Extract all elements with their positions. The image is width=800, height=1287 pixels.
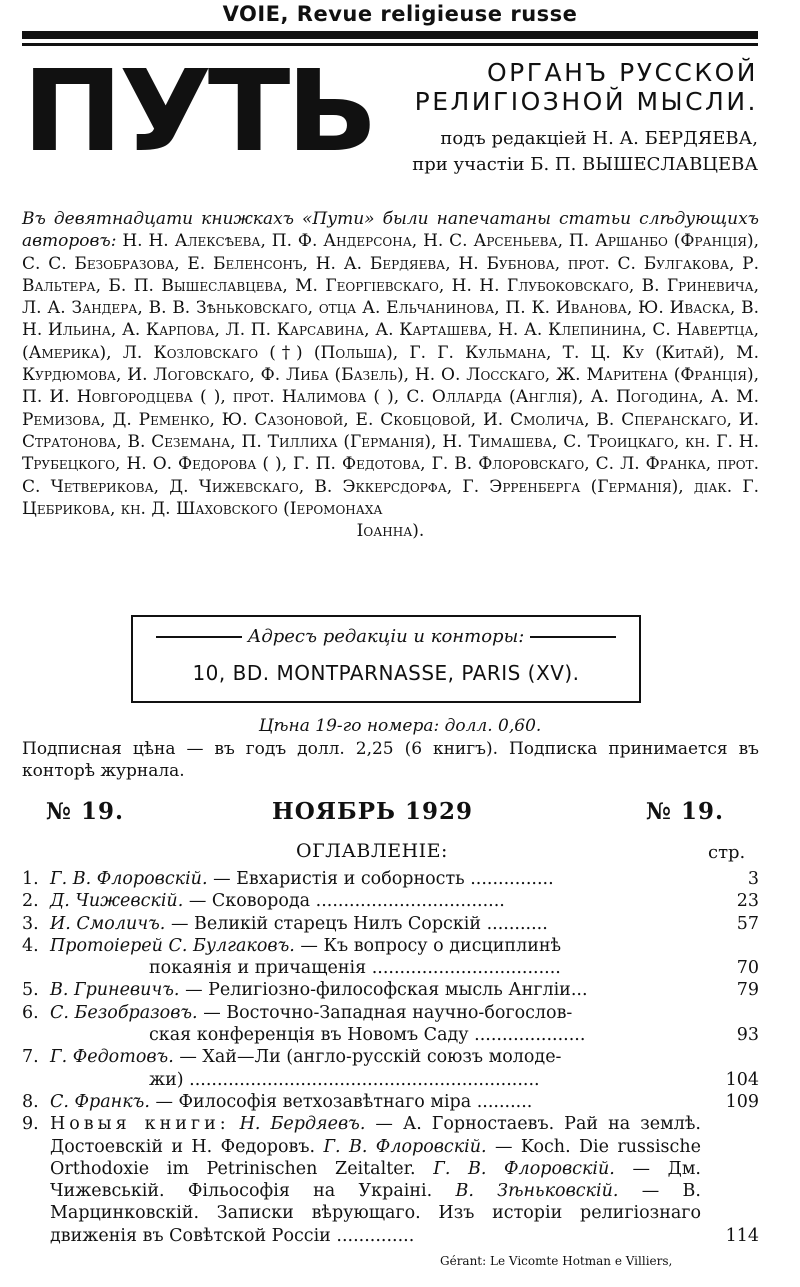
toc-page: 70 [736,958,759,979]
table-of-contents [22,868,759,1247]
toc-page-empty [701,935,759,957]
issue-number-left: № 19. [46,798,125,825]
toc-continuation: жи) ............................................................... [149,1069,540,1090]
toc-number: 2. [22,891,39,912]
top-rule-thin [22,43,758,46]
address-label: Адресъ редакціи и конторы: [247,626,525,647]
toc-title-text: — Философія ветхозавѣтнаго міра .......... [155,1091,533,1112]
toc-title-text: — Koch. Die russische Orthodoxie im Petrinischen Zeitalter. [50,1136,701,1179]
address-dash-left [156,636,242,638]
toc-page: 114 [725,1225,759,1246]
toc-page: 79 [736,980,759,1001]
toc-title-text: — Дм. Чижевській. Фільософія на Украіні. [50,1158,701,1202]
toc-page: 104 [725,1069,759,1090]
toc-title-text: — А. Горностаевъ. Рай на землѣ. Достоевскій и Н. Федоровъ. [50,1114,701,1157]
toc-item-continuation [22,957,759,979]
toc-continuation: ская конференція въ Новомъ Саду .................... [149,1025,586,1046]
toc-entry [50,868,701,890]
toc-item [22,1091,759,1113]
toc-page-empty [701,1002,759,1024]
toc-item-continuation [22,1069,759,1091]
toc-page: 93 [736,1025,759,1046]
toc-item [22,1002,759,1024]
toc-title-text: — Великій старецъ Нилъ Сорскій ........... [170,913,548,934]
toc-number: 9. [22,1114,39,1135]
toc-continuation: покаянія и причащенія .................................. [149,958,561,979]
toc-page: 3 [747,869,759,889]
toc-author: Протоіерей С. Булгаковъ. [50,935,295,956]
toc-title-text: — Восточно-Западная научно-богослов- [203,1002,573,1023]
subscription-price: Подписная цѣна — въ годъ долл. 2,25 (6 книгъ). Подписка принимается въ конторѣ журнала. [22,739,759,781]
toc-entry [50,979,701,1001]
toc-author: В. Гриневичъ. [50,980,180,1001]
toc-page: 109 [725,1091,759,1112]
toc-author: Г. Федотовъ. [50,1047,174,1068]
toc-title-text: — Къ вопросу о дисциплинѣ [300,935,562,956]
toc-number: 3. [22,913,39,934]
toc-title-text: — Хай—Ли (англо-русскій союзъ молоде- [179,1047,562,1068]
authors-list: Н. Н. Алексѣева, П. Ф. Андерсона, Н. С. Арсеньева, П. Аршанбо (Франція), С. С. Безобразова, Е. Беленсонъ, Н. А. Бердяева, Н. Бубнова, прот. С. Булгакова, Р. Вальтера, Б. П. Вышеславцева, М. Георгіевскаго, Н. Н. Глубоковскаго, В. Гриневича, Л. А. Зандера, В. В. Зѣньковскаго, отца А. Ельчанинова, П. К. Иванова, Ю. Иваска, В. Н. Ильина, А. Карпова, Л. П. Карсавина, А. Карташева, Н. А. Клепинина, С. Навертца, (Америка), Л. Козловскаго (†) (Польша), Г. Г. Кульмана, Т. Ц. Ку (Китай), М. Курдюмова, И. Логовскаго, Ф. Либа (Базель), Н. О. Лосскаго, Ж. Маритена (Франція), П. И. Новгородцева ( ), прот. Налимова ( ), С. Олларда (Англія), А. Погодина, А. М. Ремизова, Д. Ременко, Ю. Сазоновой, Е. Скобцовой, И. Смолича, В. Сперанскаго, И. Стратонова, В. Сеземана, П. Тиллиха (Германія), Н. Тимашева, С. Троицкаго, кн. Г. Н. Трубецкого, Н. О. Федорова ( ), Г. П. Федотова, Г. В. Флоровскаго, С. Л. Франка, прот. С. Четверикова, Д. Чижевскаго, В. Эккерсдорфа, Г. Эрренберга (Германія), діак. Г. Цебрикова, кн. Д. Шаховского (Іеромонаха [22,231,759,519]
toc-author: Д. Чижевскій. [50,891,184,912]
address-box [131,615,641,703]
toc-item [22,913,759,935]
new-books-heading: Новыя книги: [50,1114,230,1135]
organ-line-2: РЕЛИГІОЗНОЙ МЫСЛИ. [414,87,758,116]
toc-author: И. Смоличъ. [50,913,166,934]
toc-item [22,868,759,890]
toc-page-empty [701,1046,759,1068]
toc-title-text: — Сковорода .................................. [188,891,505,912]
journal-subtitle [372,58,758,116]
editors-block [372,126,758,178]
toc-title-text: — Религіозно-философская мысль Англіи... [185,980,588,1001]
toc-author: С. Франкъ. [50,1091,150,1112]
toc-author: В. Зѣньковскій. [455,1181,619,1202]
toc-title-text: — В. Марцинковскій. Записки вѣрующаго. Изъ исторіи религіознаго движенія въ Совѣтской Россіи .............. [50,1181,701,1246]
toc-entry [50,890,701,912]
toc-number: 6. [22,1002,39,1023]
toc-entry [50,1046,701,1068]
toc-number-empty [22,1069,50,1091]
toc-author: С. Безобразовъ. [50,1002,198,1023]
authors-lead: Въ девятнадцати книжкахъ «Пути» были напечатаны статьи слѣдующихъ авторовъ: [22,209,759,252]
toc-item [22,890,759,912]
toc-item [22,1046,759,1068]
toc-item-continuation [22,1024,759,1046]
toc-author: Г. В. Флоровскій. [433,1158,615,1179]
toc-page: 57 [736,913,759,934]
toc-number: 8. [22,1091,39,1112]
toc-page-header: стр. [708,842,746,863]
toc-item-new-books [22,1113,759,1247]
gerant-line: Gérant: Le Vicomte Hotman e Villiers, [440,1254,673,1268]
toc-page: 23 [736,891,759,912]
toc-entry [50,913,701,935]
toc-item [22,979,759,1001]
toc-author: Г. В. Флоровскій. [50,869,208,889]
toc-item [22,935,759,957]
toc-number: 7. [22,1047,39,1068]
toc-entry [50,1002,701,1024]
issue-date: НОЯБРЬ 1929 [272,798,473,825]
toc-number: 4. [22,935,39,956]
authors-last-line: Іоанна). [356,521,425,542]
issue-number-right: № 19. [646,798,725,825]
editor-line-2: при участіи Б. П. ВЫШЕСЛАВЦЕВА [412,154,758,175]
authors-paragraph [22,208,759,542]
toc-title-text: — Евхаристія и соборность ............... [213,869,554,889]
issue-price: Цѣна 19-го номера: долл. 0,60. [258,716,542,736]
toc-number: 5. [22,980,39,1001]
organ-line-1: ОРГАНЪ РУССКОЙ [486,58,758,87]
address-dash-right [530,636,616,638]
voie-title: VOIE, Revue religieuse russe [222,2,578,26]
editor-line-1: подъ редакціей Н. А. БЕРДЯЕВА, [440,128,758,149]
address-label-row [133,626,639,647]
toc-number-empty [22,957,50,979]
toc-author: Г. В. Флоровскій. [323,1136,487,1157]
toc-entry [50,935,701,957]
toc-number: 1. [22,869,39,889]
toc-title: ОГЛАВЛЕНІЕ: [296,840,448,862]
address-value: 10, BD. MONTPARNASSE, PARIS (XV). [192,661,580,685]
top-rule [22,31,758,39]
toc-entry [50,1113,701,1247]
toc-entry [50,1091,701,1113]
toc-author: Н. Бердяевъ. [239,1114,366,1135]
toc-number-empty [22,1024,50,1046]
journal-logo: ПУТЬ [22,47,374,177]
